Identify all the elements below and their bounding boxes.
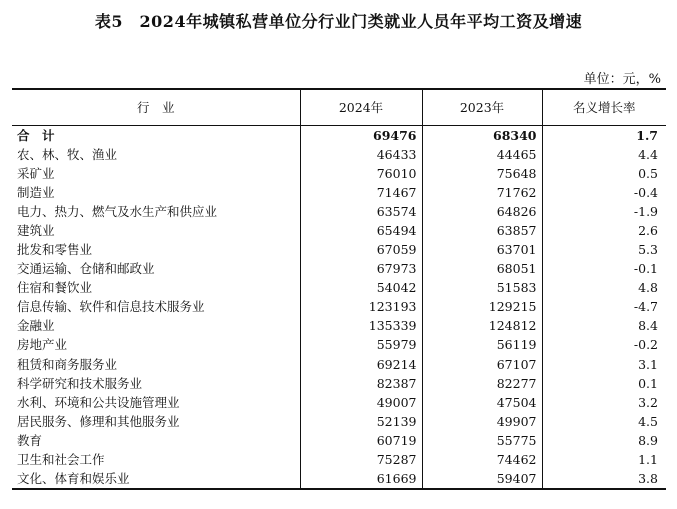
cell-growth: 3.2 xyxy=(542,393,666,412)
cell-industry: 卫生和社会工作 xyxy=(17,452,105,468)
cell-2024: 63574 xyxy=(300,202,422,221)
cell-2024: 54042 xyxy=(300,278,422,297)
cell-industry: 农、林、牧、渔业 xyxy=(17,146,118,162)
table-row xyxy=(12,316,666,335)
cell-2024: 69476 xyxy=(300,125,422,145)
header-growth: 名义增长率 xyxy=(542,89,666,125)
cell-2024: 69214 xyxy=(300,355,422,374)
table-body xyxy=(12,125,666,489)
cell-2024: 135339 xyxy=(300,316,422,335)
cell-industry: 采矿业 xyxy=(17,165,55,181)
header-2023: 2023年 xyxy=(422,89,542,125)
table-row xyxy=(12,278,666,297)
cell-2023: 75648 xyxy=(422,164,542,183)
cell-growth: 2.6 xyxy=(542,221,666,240)
cell-2023: 74462 xyxy=(422,450,542,469)
cell-2023: 44465 xyxy=(422,145,542,164)
table-row xyxy=(12,221,666,240)
cell-2023: 49907 xyxy=(422,412,542,431)
table-row xyxy=(12,431,666,450)
cell-2024: 71467 xyxy=(300,183,422,202)
cell-growth: 1.7 xyxy=(542,125,666,145)
cell-2023: 124812 xyxy=(422,316,542,335)
table-row xyxy=(12,145,666,164)
cell-2023: 67107 xyxy=(422,355,542,374)
cell-2024: 76010 xyxy=(300,164,422,183)
cell-industry: 交通运输、仓储和邮政业 xyxy=(17,261,155,277)
cell-2024: 65494 xyxy=(300,221,422,240)
header-industry: 行 业 xyxy=(12,89,300,125)
table-row xyxy=(12,450,666,469)
cell-2024: 49007 xyxy=(300,393,422,412)
table-row xyxy=(12,374,666,393)
table-row xyxy=(12,355,666,374)
cell-2024: 75287 xyxy=(300,450,422,469)
table-row xyxy=(12,393,666,412)
cell-2024: 55979 xyxy=(300,335,422,354)
cell-industry: 教育 xyxy=(17,432,43,448)
cell-2024: 61669 xyxy=(300,469,422,489)
table-title: 表5 2024年城镇私营单位分行业门类就业人员年平均工资及增速 xyxy=(94,12,583,31)
cell-industry: 租赁和商务服务业 xyxy=(17,356,118,372)
cell-2023: 59407 xyxy=(422,469,542,489)
cell-2023: 68051 xyxy=(422,259,542,278)
cell-2023: 64826 xyxy=(422,202,542,221)
cell-2024: 82387 xyxy=(300,374,422,393)
cell-growth: 4.5 xyxy=(542,412,666,431)
cell-growth: 1.1 xyxy=(542,450,666,469)
cell-2023: 56119 xyxy=(422,335,542,354)
cell-industry: 水利、环境和公共设施管理业 xyxy=(17,394,180,410)
cell-industry: 房地产业 xyxy=(17,337,68,353)
cell-industry: 电力、热力、燃气及水生产和供应业 xyxy=(17,203,218,219)
cell-industry: 科学研究和技术服务业 xyxy=(17,375,143,391)
cell-growth: 3.8 xyxy=(542,469,666,489)
cell-2024: 60719 xyxy=(300,431,422,450)
cell-growth: 4.8 xyxy=(542,278,666,297)
cell-growth: 8.4 xyxy=(542,316,666,335)
cell-growth: 5.3 xyxy=(542,240,666,259)
cell-2023: 82277 xyxy=(422,374,542,393)
cell-growth: -0.4 xyxy=(542,183,666,202)
cell-2024: 67059 xyxy=(300,240,422,259)
table-row xyxy=(12,164,666,183)
table-row xyxy=(12,412,666,431)
cell-growth: -0.2 xyxy=(542,335,666,354)
table-row xyxy=(12,240,666,259)
cell-2023: 47504 xyxy=(422,393,542,412)
cell-growth: 0.5 xyxy=(542,164,666,183)
cell-industry: 合 计 xyxy=(17,127,55,143)
header-2024: 2024年 xyxy=(300,89,422,125)
cell-industry: 建筑业 xyxy=(17,222,55,238)
cell-2024: 52139 xyxy=(300,412,422,431)
cell-growth: 4.4 xyxy=(542,145,666,164)
cell-growth: -1.9 xyxy=(542,202,666,221)
cell-industry: 文化、体育和娱乐业 xyxy=(12,469,300,489)
cell-industry: 信息传输、软件和信息技术服务业 xyxy=(17,299,205,315)
cell-growth: 0.1 xyxy=(542,374,666,393)
table-row xyxy=(12,335,666,354)
cell-2023: 51583 xyxy=(422,278,542,297)
cell-industry: 制造业 xyxy=(17,184,55,200)
table-row xyxy=(12,202,666,221)
table-row xyxy=(12,183,666,202)
cell-industry: 居民服务、修理和其他服务业 xyxy=(17,413,180,429)
cell-industry: 批发和零售业 xyxy=(17,242,93,258)
cell-industry: 住宿和餐饮业 xyxy=(17,280,93,296)
cell-2023: 63857 xyxy=(422,221,542,240)
cell-2024: 67973 xyxy=(300,259,422,278)
cell-growth: -0.1 xyxy=(542,259,666,278)
table-row xyxy=(12,259,666,278)
cell-2023: 71762 xyxy=(422,183,542,202)
cell-growth: -4.7 xyxy=(542,297,666,316)
header-row xyxy=(12,89,666,125)
wage-table xyxy=(12,88,666,490)
cell-2023: 129215 xyxy=(422,297,542,316)
cell-2023: 68340 xyxy=(422,125,542,145)
cell-2024: 123193 xyxy=(300,297,422,316)
table-row xyxy=(12,469,666,489)
table-row xyxy=(12,297,666,316)
unit-label: 单位：元，% xyxy=(583,72,661,87)
cell-growth: 8.9 xyxy=(542,431,666,450)
total-row xyxy=(12,125,666,145)
cell-industry: 金融业 xyxy=(17,318,55,334)
cell-2024: 46433 xyxy=(300,145,422,164)
cell-2023: 63701 xyxy=(422,240,542,259)
cell-growth: 3.1 xyxy=(542,355,666,374)
cell-2023: 55775 xyxy=(422,431,542,450)
